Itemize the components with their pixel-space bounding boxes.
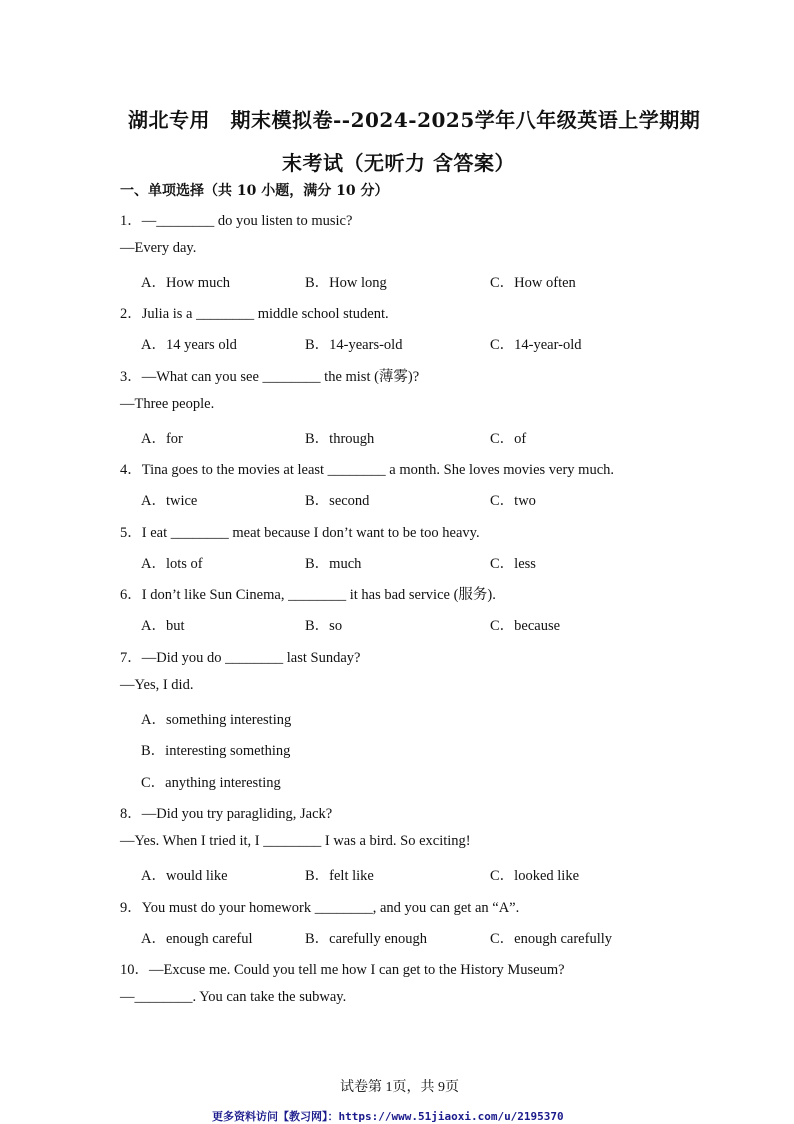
- question-9-stem: 9．You must do your homework ________, and you can get an “A”.: [120, 900, 520, 916]
- question-1-stem: 1．—________ do you listen to music?: [120, 213, 353, 229]
- question-9-option-c: C．enough carefully: [490, 931, 613, 947]
- page-number: 试卷第 1页，共 9页: [340, 1080, 459, 1095]
- question-8-stem: 8．—Did you try paragliding, Jack?: [120, 806, 333, 822]
- question-1-option-c: C．How often: [490, 275, 576, 291]
- question-8-option-c: C．looked like: [490, 868, 580, 884]
- question-6-option-b: B．so: [305, 618, 343, 634]
- question-8-option-a: A．would like: [141, 868, 228, 884]
- question-7-stem: 7．—Did you do ________ last Sunday?: [120, 650, 361, 666]
- question-3-option-a: A．for: [141, 431, 183, 447]
- question-7-option-c: C．anything interesting: [141, 775, 281, 791]
- question-1-answer-line: —Every day.: [120, 240, 197, 256]
- question-3-option-c: C．of: [490, 431, 527, 447]
- question-7-option-b: B．interesting something: [141, 743, 291, 759]
- question-4-option-b: B．second: [305, 493, 370, 509]
- resource-link[interactable]: 更多资料访问【教习网】：https://www.51jiaoxi.com/u/2195370: [212, 1110, 564, 1123]
- question-5-stem: 5．I eat ________ meat because I don’t want to be too heavy.: [120, 525, 480, 541]
- question-2-stem: 2．Julia is a ________ middle school student.: [120, 306, 389, 322]
- question-2-option-b: B．14-years-old: [305, 337, 403, 353]
- question-7-answer-line: —Yes, I did.: [120, 677, 194, 693]
- question-6-stem: 6．I don’t like Sun Cinema, ________ it has bad service (服务).: [120, 587, 496, 603]
- question-9-option-a: A．enough careful: [141, 931, 253, 947]
- question-5-option-b: B．much: [305, 556, 362, 572]
- question-3-answer-line: —Three people.: [120, 396, 215, 412]
- page-title-line-1: 湖北专用 期末模拟卷--2024-2025学年八年级英语上学期期: [128, 108, 701, 132]
- question-8-answer-line: —Yes. When I tried it, I ________ I was a bird. So exciting!: [120, 833, 471, 849]
- section-heading: 一、单项选择（共 10 小题，满分 10 分）: [120, 183, 389, 199]
- question-4-stem: 4．Tina goes to the movies at least ________ a month. She loves movies very much.: [120, 462, 615, 478]
- question-3-option-b: B．through: [305, 431, 375, 447]
- question-5-option-c: C．less: [490, 556, 536, 572]
- question-6-option-c: C．because: [490, 618, 561, 634]
- question-4-option-c: C．two: [490, 493, 536, 509]
- question-3-stem: 3．—What can you see ________ the mist (薄雾)?: [120, 369, 420, 385]
- question-1-option-b: B．How long: [305, 275, 387, 291]
- question-5-option-a: A．lots of: [141, 556, 203, 572]
- question-10-stem: 10．—Excuse me. Could you tell me how I can get to the History Museum?: [120, 962, 565, 978]
- question-2-option-c: C．14-year-old: [490, 337, 582, 353]
- question-10-answer-line: —________. You can take the subway.: [120, 989, 347, 1005]
- question-8-option-b: B．felt like: [305, 868, 374, 884]
- question-2-option-a: A．14 years old: [141, 337, 237, 353]
- page-title-line-2: 末考试（无听力 含答案）: [282, 151, 515, 175]
- question-7-option-a: A．something interesting: [141, 712, 292, 728]
- question-1-option-a: A．How much: [141, 275, 231, 291]
- question-9-option-b: B．carefully enough: [305, 931, 428, 947]
- question-4-option-a: A．twice: [141, 493, 198, 509]
- question-6-option-a: A．but: [141, 618, 185, 634]
